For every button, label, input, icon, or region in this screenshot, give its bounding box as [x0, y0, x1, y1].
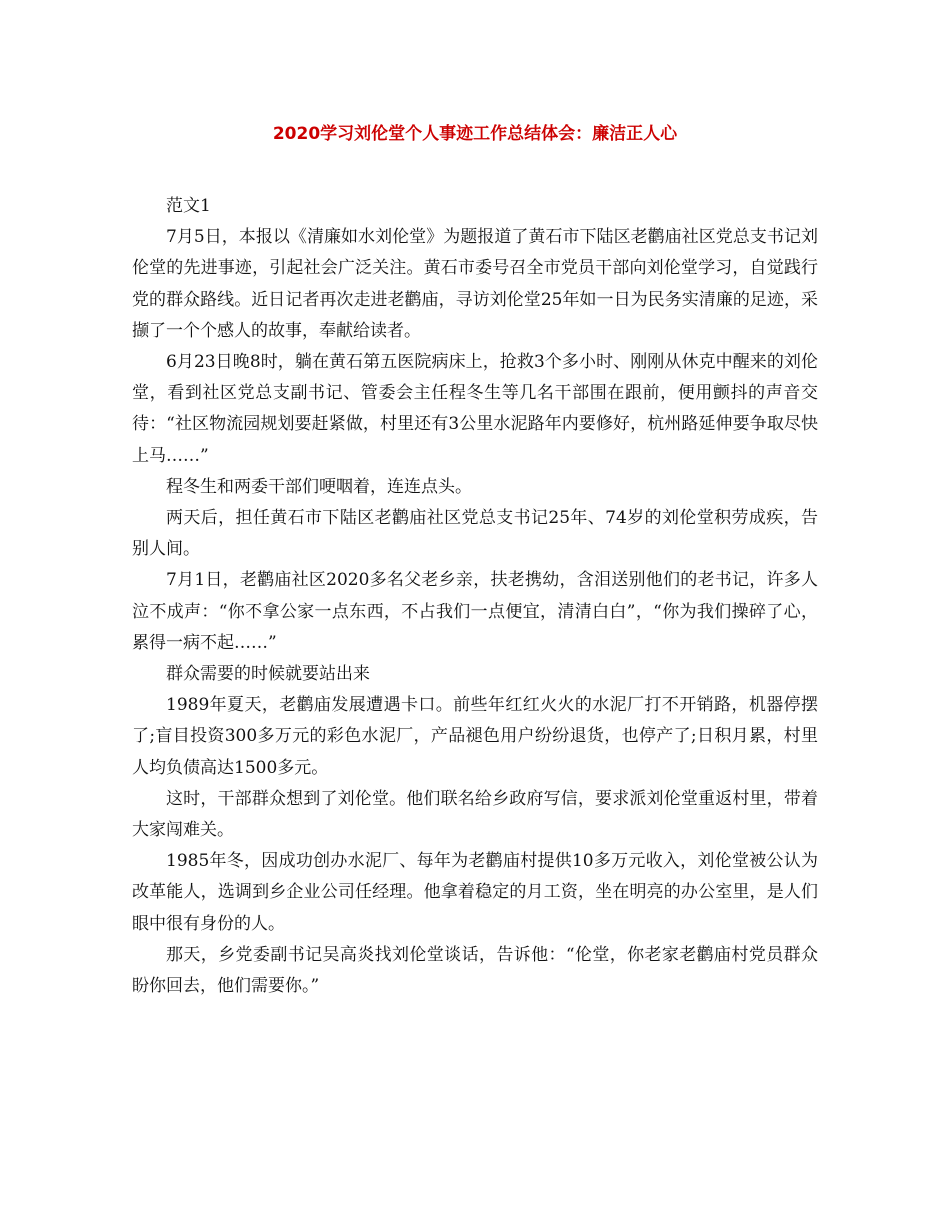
paragraph: 那天，乡党委副书记吴高炎找刘伦堂谈话，告诉他：“伦堂，你老家老鹳庙村党员群众盼你回去，他们需要你。” [132, 944, 818, 997]
article-body [132, 191, 818, 1002]
paragraph: 两天后，担任黄石市下陆区老鹳庙社区党总支书记25年、74岁的刘伦堂积劳成疾，告别人间。 [132, 508, 818, 560]
page-title: 2020学习刘伦堂个人事迹工作总结体会：廉洁正人心 [272, 124, 678, 144]
paragraph: 7月5日，本报以《清廉如水刘伦堂》为题报道了黄石市下陆区老鹳庙社区党总支书记刘伦堂的先进事迹，引起社会广泛关注。黄石市委号召全市党员干部向刘伦堂学习，自觉践行党的群众路线。近日记者再次走进老鹳庙，寻访刘伦堂25年如一日为民务实清廉的足迹，采撷了一个个感人的故事，奉献给读者。 [132, 227, 818, 341]
paragraph: 6月23日晚8时，躺在黄石第五医院病床上，抢救3个多小时、刚刚从休克中醒来的刘伦堂，看到社区党总支副书记、管委会主任程冬生等几名干部围在跟前，便用颤抖的声音交待：“社区物流园规划要赶紧做，村里还有3公里水泥路年内要修好，杭州路延伸要争取尽快上马……” [132, 352, 818, 466]
paragraph: 7月1日，老鹳庙社区2020多名父老乡亲，扶老携幼，含泪送别他们的老书记，许多人泣不成声：“你不拿公家一点东西，不占我们一点便宜，清清白白”，“你为我们操碎了心，累得一病不起……” [132, 570, 818, 653]
paragraph: 程冬生和两委干部们哽咽着，连连点头。 [166, 476, 472, 497]
paragraph-sample-label: 范文1 [166, 196, 211, 216]
paragraph: 这时，干部群众想到了刘伦堂。他们联名给乡政府写信，要求派刘伦堂重返村里，带着大家闯难关。 [132, 788, 818, 841]
paragraph: 1989年夏天，老鹳庙发展遭遇卡口。前些年红红火火的水泥厂打不开销路，机器停摆了;盲目投资300多万元的彩色水泥厂，产品褪色用户纷纷退货，也停产了;日积月累，村里人均负债高达1500多元。 [132, 695, 818, 778]
paragraph: 1985年冬，因成功创办水泥厂、每年为老鹳庙村提供10多万元收入，刘伦堂被公认为改革能人，选调到乡企业公司任经理。他拿着稳定的月工资，坐在明亮的办公室里，是人们眼中很有身份的人。 [132, 851, 818, 934]
section-heading: 群众需要的时候就要站出来 [166, 664, 370, 685]
